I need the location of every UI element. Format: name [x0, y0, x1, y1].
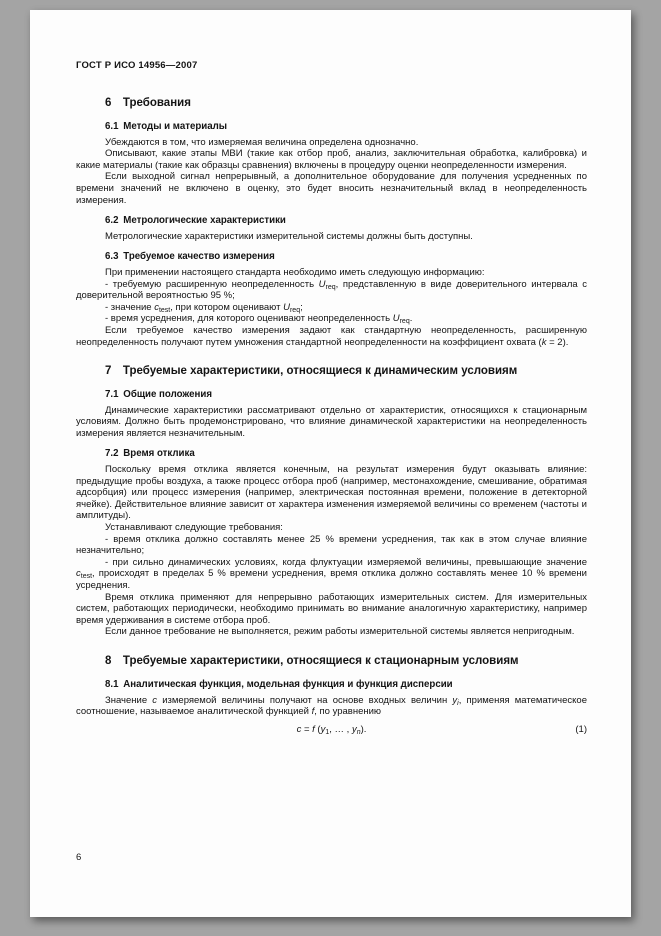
paragraph: Убеждаются в том, что измеряемая величина определена однозначно.	[105, 136, 419, 148]
subsection-title: 6.3 Требуемое качество измерения	[105, 251, 275, 263]
paragraph: Поскольку время отклика является конечным, на результат измерения будут оказывать влияние: предыдущие пробы воздуха, а также процесс отбора проб (например, местонахождение, смешивание, обратимая адсорбция) или процесс измерения (например, электрическая постоянная времени, положение в детекторной ячейке). Действительное влияние зависит от характера изменения измеряемой величины со временем (частоты и амплитуды).	[76, 464, 587, 522]
paragraph: - при сильно динамических условиях, когда флуктуации измеряемой величины, превышающие значение $c_{test}$, происходят в пределах 5 % времени усреднения, время отклика должно составлять менее 10 % времени усреднения.	[76, 556, 587, 591]
paragraph: - время отклика должно составлять менее 25 % времени усреднения, так как в этом случае влияние незначительно;	[76, 533, 587, 557]
paragraph: При применении настоящего стандарта необходимо иметь следующую информацию:	[105, 266, 485, 278]
paragraph: Время отклика применяют для непрерывно работающих измерительных систем. Для измерительных систем, работающих периодически, необходимо принимать во внимание аналогичную характеристику, например время удерживания в системе отбора проб.	[76, 591, 587, 626]
paragraph: Значение с измеряемой величины получают на основе входных величин $y_i$, применяя математическое соотношение, называемое аналитической функцией f, по уравнению	[76, 694, 587, 718]
paragraph: - время усреднения, для которого оценивают неопределенность $U_{req}$.	[105, 313, 413, 326]
equation: c = f ($y_1$, … , $y_n$).	[296, 723, 367, 736]
subsection-title: 7.1 Общие положения	[105, 389, 212, 401]
page-number: 6	[76, 852, 82, 863]
subsection-title: 6.2 Метрологические характеристики	[105, 215, 286, 227]
section-title: 6 Требования	[105, 97, 191, 109]
paragraph: - требуемую расширенную неопределенность $U_{req}$, представленную в виде доверительного интервала с доверительной вероятностью 95 %;	[76, 278, 587, 302]
paragraph: Метрологические характеристики измерительной системы должны быть доступны.	[105, 230, 473, 242]
paragraph: Если выходной сигнал непрерывный, а дополнительное оборудование для получения усредненных по времени значений не включено в оценку, это будет вносить незначительный вклад в неопределенность измерения.	[76, 171, 587, 206]
subsection-title: 8.1 Аналитическая функция, модельная функция и функция дисперсии	[105, 678, 453, 690]
paragraph: Описывают, какие этапы МВИ (такие как отбор проб, анализ, заключительная обработка, калибровка) и какие материалы (такие как образцы сравнения) включены в процедуру оценки неопределенности измерения.	[76, 148, 587, 171]
paragraph: - значение $c_{test}$, при котором оценивают $U_{req}$;	[105, 301, 303, 314]
equation-number: (1)	[575, 723, 587, 735]
paragraph: Если требуемое качество измерения задают как стандартную неопределенность, расширенную неопределенность получают путем умножения стандартной неопределенности на коэффициент охвата (k = 2).	[76, 324, 587, 348]
subsection-title: 6.1 Методы и материалы	[105, 121, 228, 132]
section-title: 7 Требуемые характеристики, относящиеся к динамическим условиям	[105, 365, 518, 378]
formula	[76, 724, 587, 736]
document-page	[30, 10, 631, 917]
section-title: 8 Требуемые характеристики, относящиеся к стационарным условиям	[105, 654, 519, 667]
paragraph: Если данное требование не выполняется, режим работы измерительной системы является непригодным.	[105, 626, 575, 638]
paragraph: Устанавливают следующие требования:	[105, 522, 283, 534]
paragraph: Динамические характеристики рассматривают отдельно от характеристик, относящихся к стационарным условиям. Должно быть продемонстрировано, что влияние динамической характеристики на неопределенность измерения является незначительным.	[76, 404, 587, 439]
document-body	[76, 97, 587, 735]
subsection-title: 7.2 Время отклика	[105, 448, 195, 460]
document-header: ГОСТ Р ИСО 14956—2007	[76, 60, 198, 71]
